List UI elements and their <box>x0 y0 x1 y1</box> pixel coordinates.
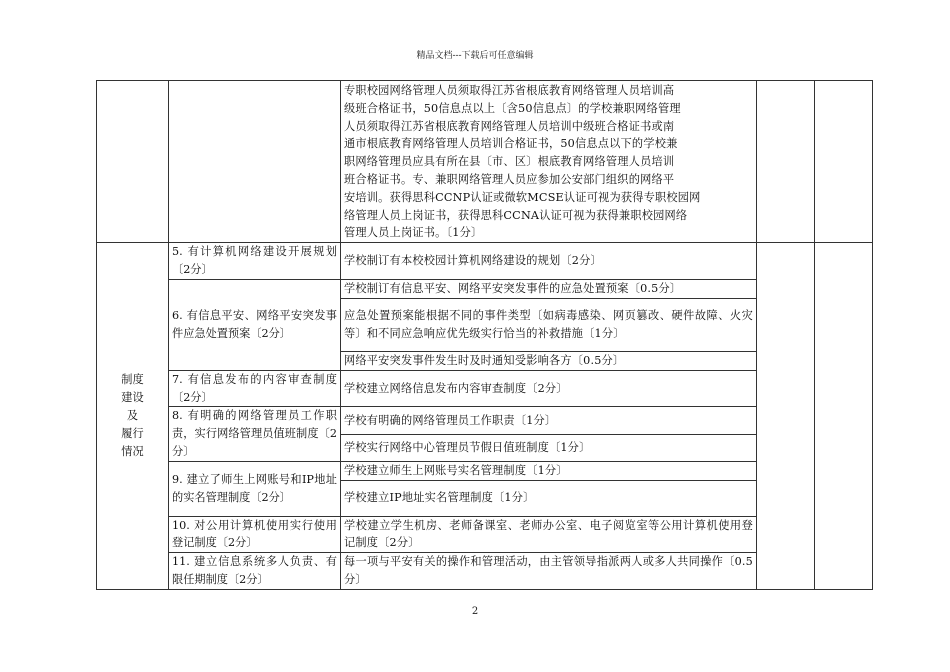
item-label: 8. 有明确的网络管理员工作职责，实行网络管理员值班制度〔2分〕 <box>169 407 341 461</box>
standard-cell: 每一项与平安有关的操作和管理活动，由主管领导指派两人或多人共同操作〔0.5分〕 <box>341 553 757 590</box>
evaluation-table <box>96 80 873 590</box>
page-header: 精品文档---下载后可任意编辑 <box>416 51 534 61</box>
standard-line: 级班合格证书，50信息点以上〔含50信息点〕的学校兼职网络管理 <box>344 101 681 115</box>
score-cell <box>757 81 815 243</box>
table-row <box>97 516 873 553</box>
remark-cell <box>815 81 873 243</box>
item-label: 9. 建立了师生上网账号和IP地址的实名管理制度〔2分〕 <box>169 461 341 516</box>
item-label: 10. 对公用计算机使用实行使用登记制度〔2分〕 <box>169 516 341 553</box>
standard-line: 通市根底教育网络管理人员培训合格证书，50信息点以下的学校兼 <box>344 137 678 151</box>
standard-line: 络管理人员上岗证书，获得思科CCNA认证可视为获得兼职校园网络 <box>344 208 688 222</box>
standard-cell: 学校实行网络中心管理员节假日值班制度〔1分〕 <box>341 434 757 461</box>
table-row <box>97 461 873 480</box>
table-row <box>97 407 873 434</box>
standard-line: 专职校园网络管理人员须取得江苏省根底教育网络管理人员培训高 <box>344 84 675 97</box>
standard-cell <box>341 81 757 243</box>
standard-line: 人员须取得江苏省根底教育网络管理人员培训中级班合格证书或南 <box>344 119 675 133</box>
standard-cell: 学校建立师生上网账号实名管理制度〔1分〕 <box>341 461 757 480</box>
table-row <box>97 370 873 407</box>
table-row <box>97 81 873 243</box>
category-label: 履行 <box>121 426 144 440</box>
table-row <box>97 279 873 298</box>
standard-line: 职网络管理员应具有所在县〔市、区〕根底教育网络管理人员培训 <box>344 155 675 169</box>
standard-cell: 学校建立学生机房、老师备课室、老师办公室、电子阅览室等公用计算机使用登记制度〔2分〕 <box>341 516 757 553</box>
remark-column <box>815 243 873 590</box>
category-cell-empty <box>97 81 169 243</box>
standard-line: 管理人员上岗证书。〔1分〕 <box>344 226 483 240</box>
standard-cell: 网络平安突发事件发生时及时通知受影响各方〔0.5分〕 <box>341 351 757 370</box>
standard-cell: 学校制订有本校校园计算机网络建设的规划〔2分〕 <box>341 243 757 280</box>
item-label: 6. 有信息平安、网络平安突发事件应急处置预案〔2分〕 <box>169 279 341 370</box>
table-row <box>97 243 873 280</box>
category-label: 及 <box>126 409 139 423</box>
item-label: 7. 有信息发布的内容审查制度〔2分〕 <box>169 370 341 407</box>
category-label: 制度 <box>121 373 144 387</box>
standard-cell: 学校建立网络信息发布内容审查制度〔2分〕 <box>341 370 757 407</box>
item-label: 11. 建立信息系统多人负责、有限任期制度〔2分〕 <box>169 553 341 590</box>
page-number: 2 <box>471 606 479 617</box>
category-cell <box>97 243 169 590</box>
item-label: 5. 有计算机网络建设开展规划〔2分〕 <box>169 243 341 280</box>
score-column <box>757 243 815 590</box>
category-label: 建设 <box>121 391 144 405</box>
standard-cell: 学校制订有信息平安、网络平安突发事件的应急处置预案〔0.5分〕 <box>341 279 757 298</box>
table-row <box>97 553 873 590</box>
standard-line: 安培训。获得思科CCNP认证或微软MCSE认证可视为获得专职校园网 <box>344 190 701 204</box>
standard-cell: 应急处置预案能根据不同的事件类型〔如病毒感染、网页篡改、硬件故障、火灾等〕和不同应急响应优先级实行恰当的补救措施〔1分〕 <box>341 298 757 351</box>
item-cell-empty <box>169 81 341 243</box>
standard-cell: 学校建立IP地址实名管理制度〔1分〕 <box>341 480 757 516</box>
standard-cell: 学校有明确的网络管理员工作职责〔1分〕 <box>341 407 757 434</box>
standard-line: 班合格证书。专、兼职网络管理人员应参加公安部门组织的网络平 <box>344 172 675 186</box>
category-label: 情况 <box>121 444 144 458</box>
